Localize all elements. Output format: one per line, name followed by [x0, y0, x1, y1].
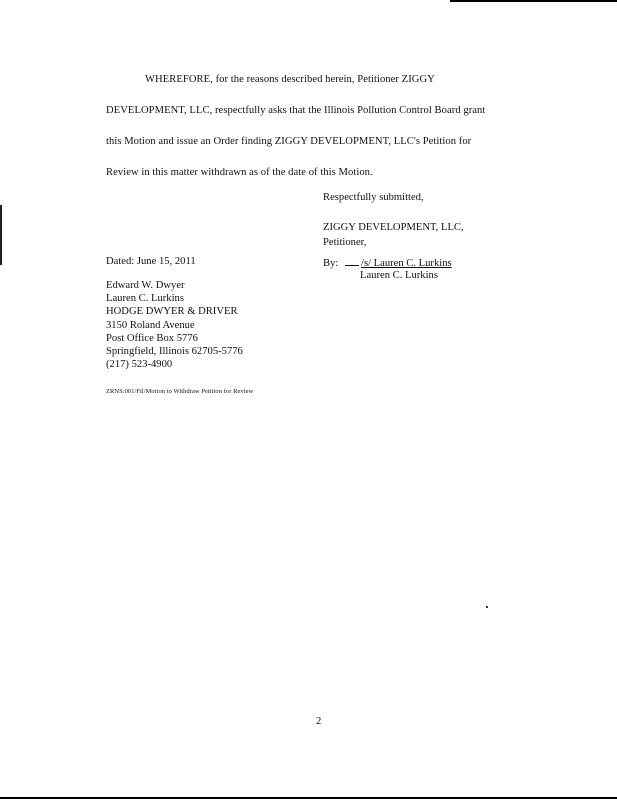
address-line: HODGE DWYER & DRIVER: [106, 306, 238, 318]
address-line: 3150 Roland Avenue: [106, 319, 195, 331]
scan-edge-top: [450, 0, 617, 2]
petitioner-company: ZIGGY DEVELOPMENT, LLC,: [323, 222, 464, 233]
signature-blank: [345, 256, 359, 266]
signer-name: Lauren C. Lurkins: [360, 270, 438, 281]
scan-edge-bottom: [0, 797, 617, 799]
scan-edge-left: [0, 205, 2, 265]
paragraph-line-4: Review in this matter withdrawn as of the date of this Motion.: [106, 167, 373, 178]
document-reference-code: ZRNS:001/Fil/Motion to Withdraw Petition for Review: [106, 388, 254, 395]
paragraph-line-2: DEVELOPMENT, LLC, respectfully asks that the Illinois Pollution Control Board grant: [106, 105, 486, 116]
page-number: 2: [316, 716, 322, 727]
electronic-signature: /s/ Lauren C. Lurkins: [361, 258, 452, 269]
address-line: Post Office Box 5776: [106, 332, 198, 344]
date-line: Dated: June 15, 2011: [106, 256, 196, 267]
scan-speck: [486, 606, 488, 608]
address-line: Lauren C. Lurkins: [106, 293, 184, 305]
signature-line: [323, 256, 452, 269]
closing-text: Respectfully submitted,: [323, 192, 424, 203]
petitioner-role: Petitioner,: [323, 237, 367, 248]
paragraph-line-1: WHEREFORE, for the reasons described herein, Petitioner ZIGGY: [145, 74, 435, 85]
by-label: By:: [323, 258, 339, 269]
address-line: Springfield, Illinois 62705-5776: [106, 346, 243, 358]
paragraph-line-3: this Motion and issue an Order finding ZIGGY DEVELOPMENT, LLC's Petition for: [106, 136, 472, 147]
attorney-address-block: [106, 279, 243, 371]
address-line: Edward W. Dwyer: [106, 280, 185, 291]
address-line: (217) 523-4900: [106, 359, 173, 371]
